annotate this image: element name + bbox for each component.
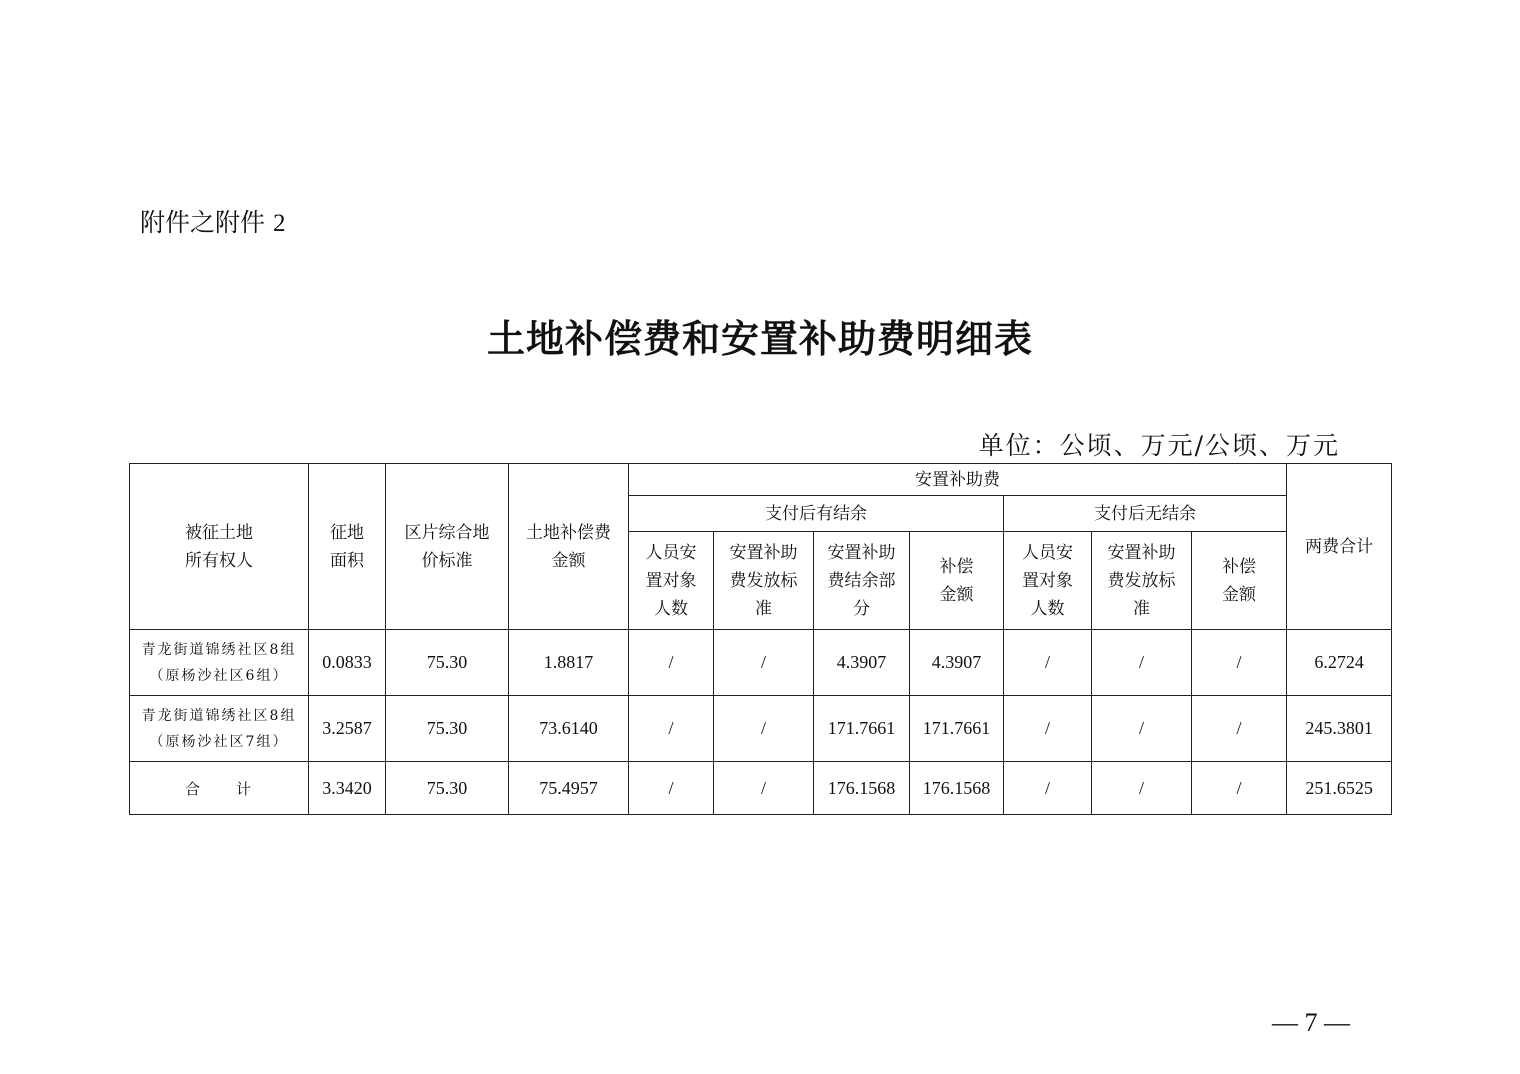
header-total-both: 两费合计 [1287,464,1392,630]
header-persons-line3: 人数 [654,598,688,619]
cell-comp-amount: 4.3907 [910,630,1004,696]
page-number: — 7 — [1272,1008,1350,1037]
table-total-row [130,762,1392,815]
header-persons-2 [1004,532,1092,630]
header-comp-amount [910,532,1004,630]
cell-owner-line2: （原杨沙社区6组） [149,667,289,684]
cell-standard-2: / [1092,630,1192,696]
cell-comp-amount: 171.7661 [910,696,1004,762]
header-persons-2-line3: 人数 [1030,598,1065,619]
header-owner [130,464,309,630]
header-comp-amount-2-line1: 补偿 [1222,556,1257,577]
header-balance-part-line1: 安置补助 [827,542,896,563]
cell-standard: / [714,696,814,762]
cell-land-price: 75.30 [386,696,509,762]
header-balance-part-line3: 分 [853,598,870,619]
cell-balance-part: 4.3907 [814,630,910,696]
header-with-balance: 支付后有结余 [629,496,1004,532]
unit-note: 单位：公顷、万元/公顷、万元 [978,431,1340,460]
cell-owner [130,696,309,762]
cell-comp-amount-2: / [1192,630,1287,696]
header-persons-2-line1: 人员安 [1022,542,1073,563]
cell-balance-part: 171.7661 [814,696,910,762]
header-persons-line1: 人员安 [645,542,697,563]
header-standard-2-line3: 准 [1133,598,1150,619]
cell-comp-amount-2: / [1192,762,1287,815]
cell-standard: / [714,762,814,815]
header-area-line2: 面积 [330,550,364,571]
cell-persons: / [629,630,714,696]
header-comp-amount-2 [1192,532,1287,630]
header-standard-line3: 准 [755,598,772,619]
header-standard-2-line2: 费发放标 [1107,570,1176,591]
cell-land-comp: 75.4957 [509,762,629,815]
cell-persons: / [629,696,714,762]
header-owner-line2: 所有权人 [185,550,253,571]
cell-comp-amount-2: / [1192,696,1287,762]
page-title: 土地补偿费和安置补助费明细表 [486,316,1033,361]
cell-persons-2: / [1004,696,1092,762]
header-comp-amount-2-line2: 金额 [1222,584,1257,605]
cell-land-comp: 1.8817 [509,630,629,696]
header-comp-amount-line2: 金额 [939,584,974,605]
header-owner-line1: 被征土地 [185,522,253,543]
cell-total-label: 合 计 [130,762,309,815]
cell-total: 245.3801 [1287,696,1392,762]
cell-standard: / [714,630,814,696]
cell-total: 251.6525 [1287,762,1392,815]
cell-area: 3.3420 [309,762,386,815]
cell-standard-2: / [1092,696,1192,762]
header-land-price-line1: 区片综合地 [404,522,490,543]
cell-comp-amount: 176.1568 [910,762,1004,815]
cell-persons-2: / [1004,630,1092,696]
header-land-price [386,464,509,630]
cell-area: 3.2587 [309,696,386,762]
cell-persons: / [629,762,714,815]
header-standard [714,532,814,630]
attachment-label [140,203,285,239]
header-comp-amount-line1: 补偿 [939,556,974,577]
cell-owner [130,630,309,696]
attachment-label-number: 2 [272,210,286,237]
cell-land-price: 75.30 [386,762,509,815]
header-land-comp-line1: 土地补偿费 [526,522,611,543]
header-standard-2 [1092,532,1192,630]
cell-standard-2: / [1092,762,1192,815]
header-resettlement: 安置补助费 [629,464,1287,496]
cell-owner-line2: （原杨沙社区7组） [149,733,289,750]
header-land-comp [509,464,629,630]
header-persons-line2: 置对象 [645,570,697,591]
header-balance-part-line2: 费结余部 [827,570,896,591]
header-without-balance: 支付后无结余 [1004,496,1287,532]
compensation-table [129,463,1392,815]
cell-owner-line1: 青龙街道锦绣社区8组 [141,707,297,724]
table-row [130,696,1392,762]
attachment-label-text: 附件之附件 [140,208,266,237]
cell-persons-2: / [1004,762,1092,815]
table-row [130,630,1392,696]
header-land-comp-line2: 金额 [551,550,586,571]
header-standard-2-line1: 安置补助 [1107,542,1176,563]
header-persons [629,532,714,630]
cell-owner-line1: 青龙街道锦绣社区8组 [141,641,297,658]
header-land-price-line2: 价标准 [421,550,473,571]
cell-balance-part: 176.1568 [814,762,910,815]
cell-area: 0.0833 [309,630,386,696]
cell-land-comp: 73.6140 [509,696,629,762]
cell-total: 6.2724 [1287,630,1392,696]
header-persons-2-line2: 置对象 [1022,570,1073,591]
header-area-line1: 征地 [330,522,364,543]
header-standard-line1: 安置补助 [729,542,798,563]
header-balance-part [814,532,910,630]
header-area [309,464,386,630]
cell-land-price: 75.30 [386,630,509,696]
header-standard-line2: 费发放标 [729,570,798,591]
